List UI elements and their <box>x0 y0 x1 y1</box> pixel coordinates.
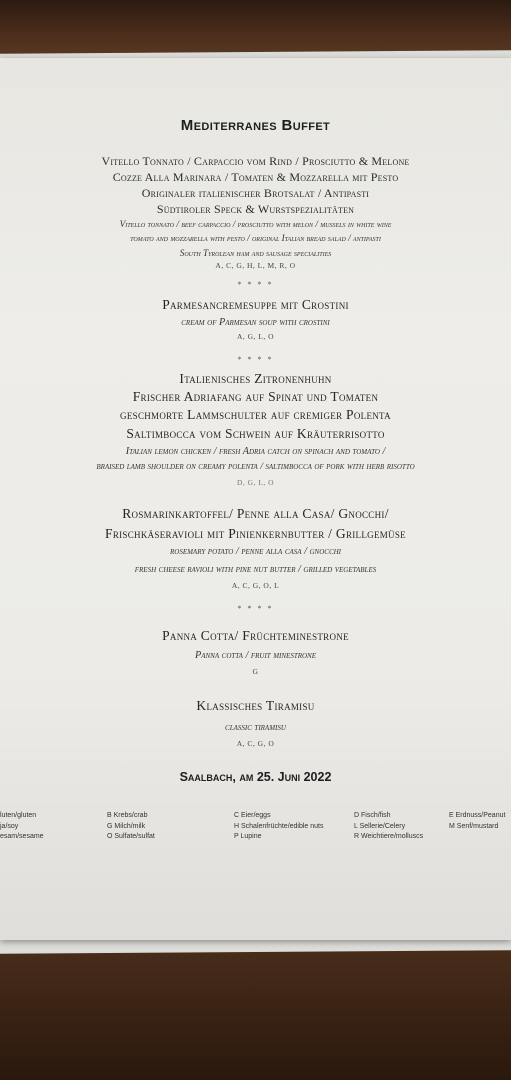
sides-line-1: Rosmarinkartoffel/ Penne alla Casa/ Gnocchi/ <box>122 506 389 521</box>
antipasti-line-4: Südtiroler Speck & Wurstspezialitäten <box>156 202 355 216</box>
dessert-line: Panna Cotta/ Früchteminestrone <box>162 628 349 643</box>
antipasti-line-2: Cozze Alla Marinara / Tomaten & Mozzarella mit Pesto <box>112 170 399 184</box>
dessert-allergens: G <box>252 667 259 676</box>
legend-col-1 <box>0 811 44 843</box>
legend-item: B Krebs/crab <box>107 812 148 819</box>
antipasti-allergens: A, C, G, H, L, M, R, O <box>215 261 296 270</box>
dessert-en: Panna cotta / fruit minestrone <box>194 650 316 661</box>
legend-item: luten/gluten <box>0 812 37 819</box>
legend-item: G Milch/milk <box>107 822 146 830</box>
legend-item: O Sulfate/sulfat <box>107 833 155 840</box>
soup-line: Parmesancremesuppe mit Crostini <box>162 297 349 312</box>
separator-1: * * * * <box>237 280 274 289</box>
mains-en-2: braised lamb shoulder on creamy polenta / saltimbocca of pork with herb risotto <box>96 461 415 472</box>
legend-item: D Fisch/fish <box>354 812 391 819</box>
separator-3: * * * * <box>237 604 274 613</box>
legend-col-4 <box>354 811 423 843</box>
tiramisu-line: Klassisches Tiramisu <box>196 698 315 713</box>
legend-item: E Erdnuss/Peanut <box>449 812 506 819</box>
soup-allergens: A, G, L, O <box>236 332 275 341</box>
legend-item: C Eier/eggs <box>234 812 271 819</box>
legend-col-5 <box>449 811 505 832</box>
mains-line-1: Italienisches Zitronenhuhn <box>179 371 332 386</box>
legend-item: P Lupine <box>234 833 262 840</box>
mains-line-2: Frischer Adriafang auf Spinat und Tomaten <box>132 389 379 404</box>
mains-allergens: D, G, L, O <box>236 478 275 487</box>
legend-item: ja/soy <box>0 822 19 830</box>
sides-en-1: rosemary potato / penne alla casa / gnocchi <box>169 546 341 557</box>
menu-title: Mediterranes Buffet <box>180 117 331 134</box>
legend-item: M Senf/mustard <box>449 822 499 830</box>
antipasti-line-3: Originaler italienischer Brotsalat / Antipasti <box>141 186 370 200</box>
mains-line-3: geschmorte Lammschulter auf cremiger Polenta <box>120 407 391 422</box>
tiramisu-en: classic tiramisu <box>225 722 286 733</box>
antipasti-en-1: Vitello tonnato / beef carpaccio / prosciutto with melon / mussels in white wine <box>119 219 392 229</box>
legend-item: H Schalenfrüchte/edible nuts <box>234 822 324 830</box>
legend-item: esam/sesame <box>0 833 44 840</box>
mains-en-1: Italian lemon chicken / fresh Adria catch on spinach and tomato / <box>125 446 386 457</box>
wooden-table-bottom <box>0 940 511 1080</box>
separator-2: * * * * <box>237 355 274 364</box>
mains-line-4: Saltimbocca vom Schwein auf Kräuterrisotto <box>126 426 385 441</box>
legend-item: R Weichtiere/molluscs <box>354 833 424 840</box>
legend-col-2 <box>107 811 155 843</box>
antipasti-en-3: South Tyrolean ham and sausage specialities <box>179 248 332 258</box>
antipasti-en-2: tomato and mozzarella with pesto / original Italian bread salad / antipasti <box>130 233 381 243</box>
sides-line-2: Frischkäseravioli mit Pinienkernbutter / Grillgemüse <box>105 526 406 541</box>
date-line: Saalbach, am 25. Juni 2022 <box>179 770 332 784</box>
tiramisu-allergens: A, C, G, O <box>236 739 275 748</box>
antipasti-line-1: Vitello Tonnato / Carpaccio vom Rind / Prosciutto & Melone <box>101 154 410 168</box>
legend-item: L Sellerie/Celery <box>354 822 406 830</box>
legend-col-3 <box>234 811 324 843</box>
sides-allergens: A, C, G, O, L <box>231 581 280 590</box>
sides-en-2: fresh cheese ravioli with pine nut butter / grilled vegetables <box>134 564 377 575</box>
soup-en: cream of Parmesan soup with crostini <box>181 317 330 328</box>
